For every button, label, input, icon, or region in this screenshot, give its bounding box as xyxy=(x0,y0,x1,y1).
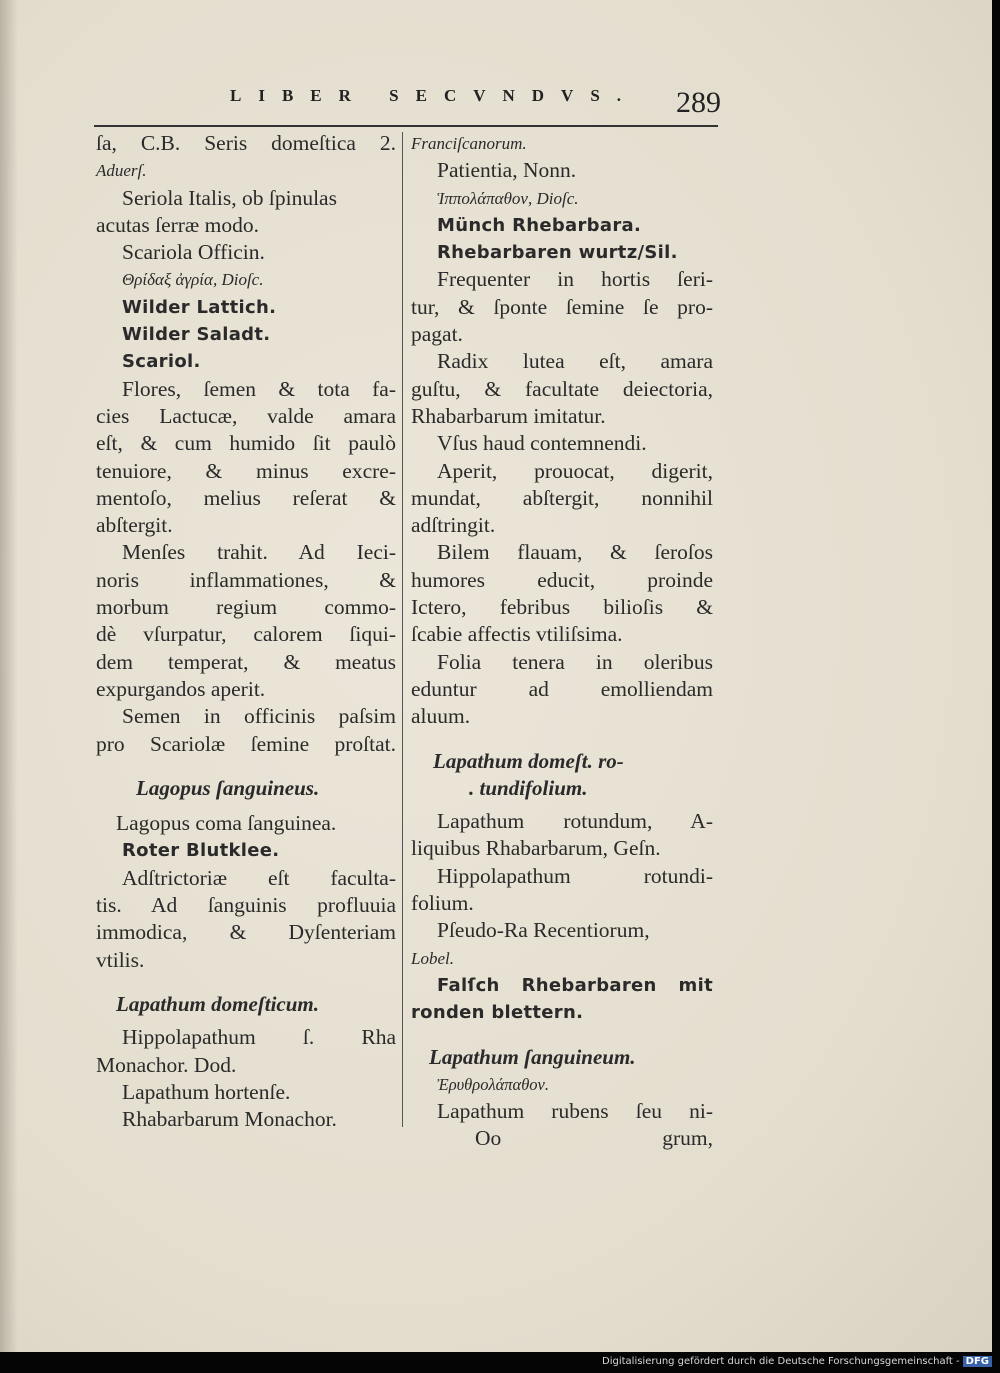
text-line: Frequenter in hortis ſeri- xyxy=(437,267,713,292)
text-line: mundat, abſtergit, nonnihil xyxy=(411,485,713,510)
section-heading: . tundifolium. xyxy=(469,775,588,800)
text-line: ronden blettern. xyxy=(411,1002,584,1024)
section-heading: Lapathum ſanguineum. xyxy=(429,1044,636,1069)
text-line: Falſch Rhebarbaren mit xyxy=(437,974,713,996)
signature-mark: Oo xyxy=(475,1126,502,1151)
section-heading: Lagopus ſanguineus. xyxy=(136,775,320,800)
text-line: tis. Ad ſanguinis profluuia xyxy=(96,893,396,918)
text-line: noris inflammationes, & xyxy=(96,567,396,592)
text-line: Lapathum hortenſe. xyxy=(122,1079,291,1104)
left-column xyxy=(96,130,396,1133)
text-line: Scariola Officin. xyxy=(122,240,265,265)
text-line: mentoſo, melius reſerat & xyxy=(96,485,396,510)
column-divider xyxy=(402,132,403,1127)
text-line: eduntur ad emolliendam xyxy=(411,676,713,701)
text-line: morbum regium commo- xyxy=(96,595,396,620)
text-line: ſcabie affectis vtiliſsima. xyxy=(411,622,623,647)
text-line: ſa, C.B. Seris domeſtica 2. xyxy=(96,131,396,155)
text-line: Patientia, Nonn. xyxy=(437,158,577,183)
text-line: Ἱππολάπαθον, Dioſc. xyxy=(437,188,579,208)
text-line: cies Lactucæ, valde amara xyxy=(96,403,396,428)
text-line: Pſeudo-Ra Recentiorum, xyxy=(437,918,650,943)
text-line: pro Scariolæ ſemine proſtat. xyxy=(96,731,396,756)
text-line: humores educit, proinde xyxy=(411,567,713,592)
text-line: Lapathum rotundum, A- xyxy=(437,809,713,834)
text-line: dem temperat, & meatus xyxy=(96,649,396,674)
right-column xyxy=(411,130,713,1153)
text-line: Aduerſ. xyxy=(96,161,147,181)
section-heading: Lapathum domeſt. ro- xyxy=(433,748,624,773)
text-line: Bilem flauam, & ſeroſos xyxy=(437,540,713,565)
digitization-credit xyxy=(602,1356,992,1367)
text-line: adſtringit. xyxy=(411,513,496,538)
text-line: Hippolapathum ſ. Rha xyxy=(122,1025,396,1050)
text-line: Vſus haud contemnendi. xyxy=(437,431,647,456)
text-line: acutas ſerræ modo. xyxy=(96,212,259,237)
text-line: liquibus Rhabarbarum, Geſn. xyxy=(411,836,661,861)
text-line: Hippolapathum rotundi- xyxy=(437,863,713,888)
text-line: Ictero, febribus bilioſis & xyxy=(411,595,713,620)
page-number: 289 xyxy=(676,86,721,119)
text-line: Wilder Saladt. xyxy=(122,324,271,346)
catchword: grum, xyxy=(662,1126,713,1151)
text-line: eſt, & cum humido ſit paulò xyxy=(96,431,396,456)
dfg-logo: DFG xyxy=(963,1356,992,1367)
text-line: Θρίδαξ ἀγρία, Dioſc. xyxy=(122,270,264,290)
text-line: Lapathum rubens ſeu ni- xyxy=(437,1099,713,1124)
credit-text: Digitalisierung gefördert durch die Deutsche Forschungsgemeinschaft - xyxy=(602,1356,960,1367)
text-line: Menſes trahit. Ad Ieci- xyxy=(122,540,396,565)
text-line: vtilis. xyxy=(96,947,145,972)
text-line: Lobel. xyxy=(411,948,454,968)
text-line: Aperit, prouocat, digerit, xyxy=(437,458,713,483)
text-line: Seriola Italis, ob ſpinulas xyxy=(122,185,337,210)
text-line: guſtu, & facultate deiectoria, xyxy=(411,376,713,401)
text-line: expurgandos aperit. xyxy=(96,676,266,701)
text-line: Monachor. Dod. xyxy=(96,1052,237,1077)
text-line: Ἐρυθρολάπαθον. xyxy=(437,1074,549,1094)
text-line: Wilder Lattich. xyxy=(122,296,277,318)
text-line: Semen in officinis paſsim xyxy=(122,704,396,729)
text-line: Scariol. xyxy=(122,351,201,373)
text-line: tur, & ſponte ſemine ſe pro- xyxy=(411,294,713,319)
section-heading: Lapathum domeſticum. xyxy=(116,991,320,1016)
page-shadow xyxy=(0,0,18,1352)
text-line: tenuiore, & minus excre- xyxy=(96,458,396,483)
text-line: immodica, & Dyſenteriam xyxy=(96,920,396,945)
text-line: Lagopus coma ſanguinea. xyxy=(116,811,337,836)
text-line: Franciſcanorum. xyxy=(411,134,527,153)
text-line: aluum. xyxy=(411,704,471,729)
text-line: Rhebarbaren wurtz/Sil. xyxy=(437,242,678,264)
text-line: folium. xyxy=(411,891,474,916)
text-line: dè vſurpatur, calorem ſiqui- xyxy=(96,622,396,647)
text-line: Folia tenera in oleribus xyxy=(437,649,713,674)
text-line: Rhabarbarum imitatur. xyxy=(411,403,606,428)
text-line: Radix lutea eſt, amara xyxy=(437,349,713,374)
text-line: Flores, ſemen & tota fa- xyxy=(122,376,396,401)
catchword-line xyxy=(411,1125,713,1152)
text-line: pagat. xyxy=(411,322,463,347)
running-title: LIBER SECVNDVS. xyxy=(230,86,639,105)
text-line: Rhabarbarum Monachor. xyxy=(122,1107,337,1132)
header-rule xyxy=(94,125,718,127)
text-line: Roter Blutklee. xyxy=(122,840,280,862)
text-line: Münch Rhebarbara. xyxy=(437,214,642,236)
text-line: Adſtrictoriæ eſt faculta- xyxy=(122,865,396,890)
text-line: abſtergit. xyxy=(96,513,173,538)
